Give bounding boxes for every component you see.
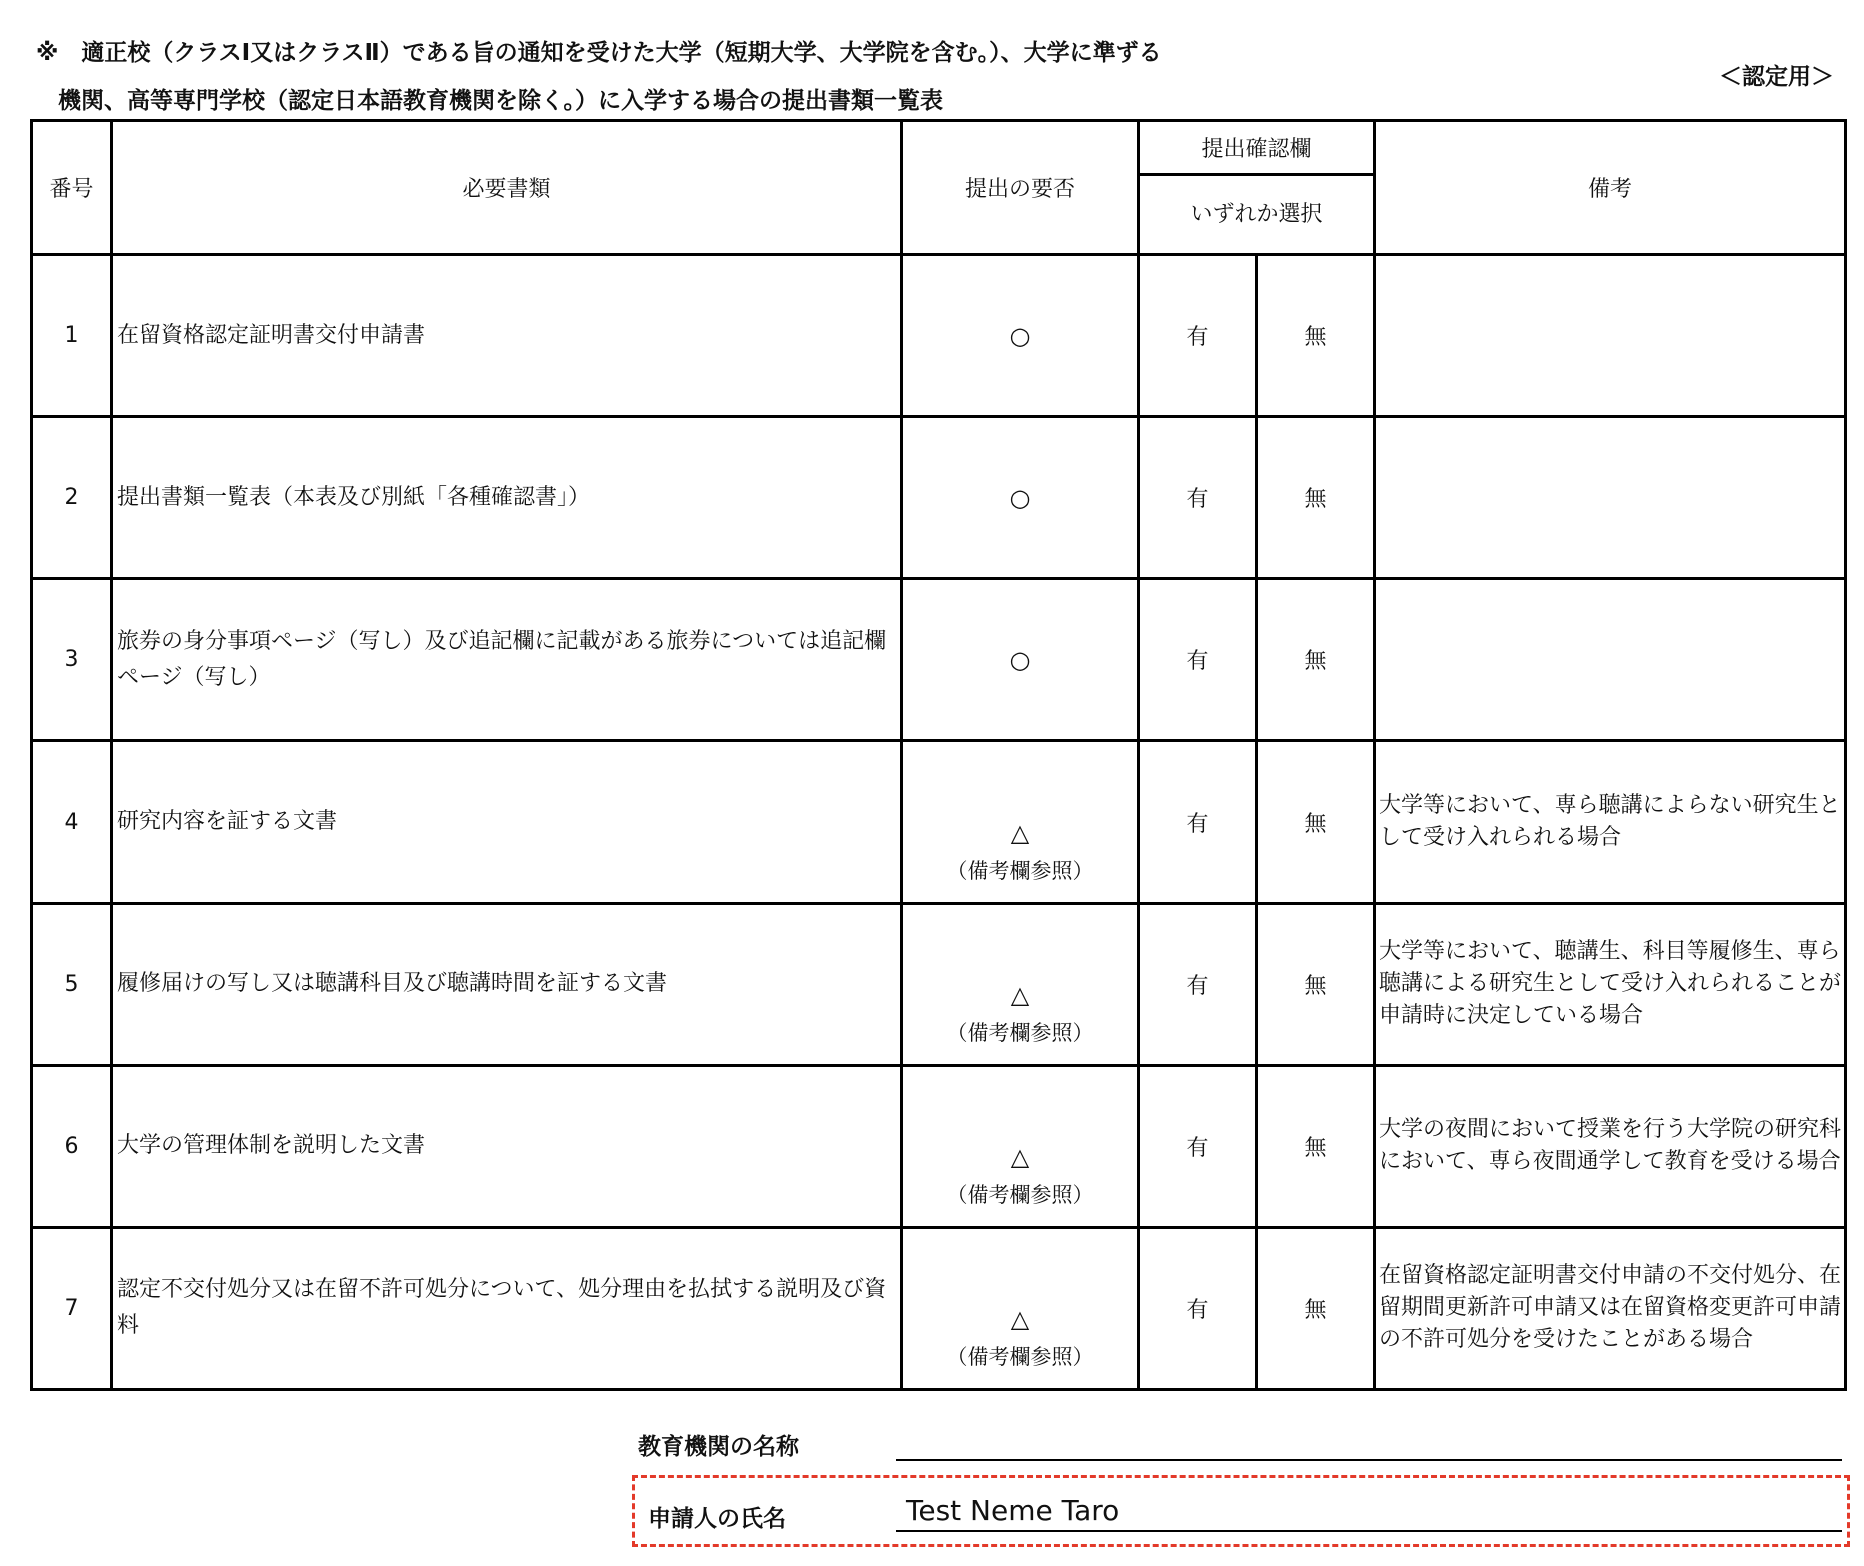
remark: 大学等において、専ら聴講によらない研究生として受け入れられる場合 <box>1375 741 1846 903</box>
row-number: 4 <box>32 741 112 903</box>
requirement-cell <box>902 579 1139 741</box>
requirement-note: （備考欄参照） <box>946 859 1094 884</box>
row-number: 1 <box>32 255 112 417</box>
option-no[interactable]: 無 <box>1257 417 1375 579</box>
document-checklist-table <box>30 119 1847 1391</box>
header-select: いずれか選択 <box>1139 175 1375 255</box>
required-document: 大学の管理体制を説明した文書 <box>112 1065 902 1227</box>
header-required: 提出の要否 <box>902 121 1139 255</box>
remark <box>1375 417 1846 579</box>
remark: 在留資格認定証明書交付申請の不交付処分、在留期間更新許可申請又は在留資格変更許可申請の不許可処分を受けたことがある場合 <box>1375 1227 1846 1389</box>
remark <box>1375 255 1846 417</box>
row-number: 5 <box>32 903 112 1065</box>
institution-name-field[interactable] <box>896 1459 1842 1461</box>
row-number: 3 <box>32 579 112 741</box>
row-number: 7 <box>32 1227 112 1389</box>
requirement-cell <box>902 417 1139 579</box>
option-no[interactable]: 無 <box>1257 1227 1375 1389</box>
requirement-mark: △ <box>1010 819 1030 848</box>
requirement-mark: △ <box>1010 1143 1030 1172</box>
required-document: 認定不交付処分又は在留不許可処分について、処分理由を払拭する説明及び資料 <box>112 1227 902 1389</box>
option-yes[interactable]: 有 <box>1139 1065 1257 1227</box>
option-yes[interactable]: 有 <box>1139 741 1257 903</box>
applicant-name-field[interactable]: Test Neme Taro <box>906 1494 1120 1527</box>
requirement-note: （備考欄参照） <box>946 1183 1094 1208</box>
row-number: 2 <box>32 417 112 579</box>
table-row <box>32 255 1846 417</box>
option-no[interactable]: 無 <box>1257 741 1375 903</box>
header-remarks: 備考 <box>1375 121 1846 255</box>
table-row <box>32 903 1846 1065</box>
option-no[interactable]: 無 <box>1257 579 1375 741</box>
institution-name-label: 教育機関の名称 <box>638 1434 799 1460</box>
requirement-cell <box>902 255 1139 417</box>
requirement-mark: ○ <box>1009 645 1031 674</box>
form-title-line-2: 機関、高等専門学校（認定日本語教育機関を除く。）に入学する場合の提出書類一覧表 <box>58 88 944 114</box>
option-no[interactable]: 無 <box>1257 1065 1375 1227</box>
required-document: 旅券の身分事項ページ（写し）及び追記欄に記載がある旅券については追記欄ページ（写し） <box>112 579 902 741</box>
requirement-mark: △ <box>1010 981 1030 1010</box>
applicant-name-underline <box>896 1530 1842 1532</box>
header-document: 必要書類 <box>112 121 902 255</box>
option-no[interactable]: 無 <box>1257 903 1375 1065</box>
table-row <box>32 1065 1846 1227</box>
table-row <box>32 417 1846 579</box>
header-confirm: 提出確認欄 <box>1139 121 1375 175</box>
required-document: 履修届けの写し又は聴講科目及び聴講時間を証する文書 <box>112 903 902 1065</box>
remark: 大学等において、聴講生、科目等履修生、専ら聴講による研究生として受け入れられることが申請時に決定している場合 <box>1375 903 1846 1065</box>
header-number: 番号 <box>32 121 112 255</box>
required-document: 在留資格認定証明書交付申請書 <box>112 255 902 417</box>
option-no[interactable]: 無 <box>1257 255 1375 417</box>
requirement-mark: ○ <box>1009 321 1031 350</box>
requirement-cell <box>902 1065 1139 1227</box>
required-document: 研究内容を証する文書 <box>112 741 902 903</box>
requirement-note: （備考欄参照） <box>946 1021 1094 1046</box>
applicant-highlight-box <box>632 1475 1850 1547</box>
required-document: 提出書類一覧表（本表及び別紙「各種確認書」） <box>112 417 902 579</box>
option-yes[interactable]: 有 <box>1139 255 1257 417</box>
option-yes[interactable]: 有 <box>1139 1227 1257 1389</box>
form-type-badge: ＜認定用＞ <box>1719 64 1834 90</box>
row-number: 6 <box>32 1065 112 1227</box>
requirement-cell <box>902 741 1139 903</box>
table-row <box>32 1227 1846 1389</box>
requirement-mark: ○ <box>1009 483 1031 512</box>
option-yes[interactable]: 有 <box>1139 417 1257 579</box>
option-yes[interactable]: 有 <box>1139 903 1257 1065</box>
requirement-cell <box>902 903 1139 1065</box>
remark <box>1375 579 1846 741</box>
applicant-name-label: 申請人の氏名 <box>648 1506 786 1532</box>
remark: 大学の夜間において授業を行う大学院の研究科において、専ら夜間通学して教育を受ける場合 <box>1375 1065 1846 1227</box>
requirement-mark: △ <box>1010 1305 1030 1334</box>
requirement-note: （備考欄参照） <box>946 1345 1094 1370</box>
table-row <box>32 741 1846 903</box>
option-yes[interactable]: 有 <box>1139 579 1257 741</box>
form-title-line-1: ※ 適正校（クラスⅠ又はクラスⅡ）である旨の通知を受けた大学（短期大学、大学院を含む。）、大学に準ずる <box>36 40 1162 66</box>
table-row <box>32 579 1846 741</box>
requirement-cell <box>902 1227 1139 1389</box>
